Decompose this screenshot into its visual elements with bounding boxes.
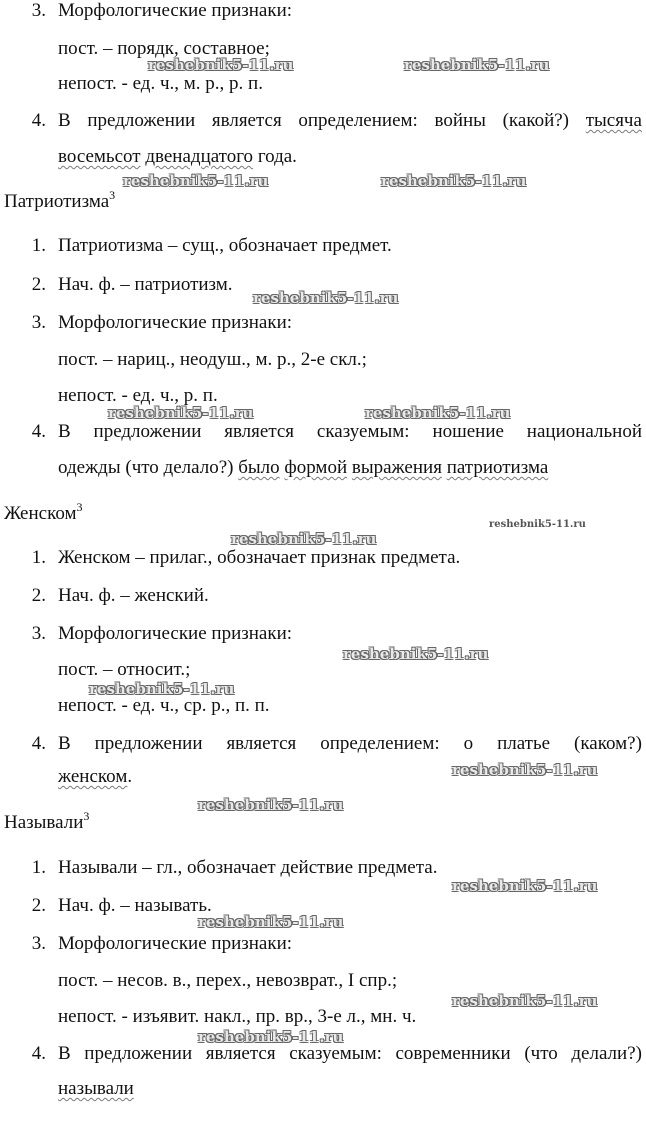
plain-text: одежды (что делало?) (58, 457, 239, 478)
footnote-mark: 3 (83, 809, 90, 823)
underlined-word: восемьсот (58, 146, 141, 167)
list-number: 3. (31, 312, 46, 333)
variable-features: непост. - ед. ч., м. р., р. п. (58, 73, 263, 94)
list-item-text-cont (58, 457, 548, 479)
section-heading (4, 500, 83, 525)
word: определением: (298, 110, 418, 131)
list-number: 1. (31, 857, 46, 878)
underlined-word: женском (58, 766, 128, 787)
word: (какой?) (502, 110, 570, 131)
list-number: 3. (31, 0, 46, 21)
word: года. (257, 146, 297, 167)
list-item-text: Называли – гл., обозначает действие предмета. (58, 857, 438, 878)
footnote-mark: 3 (76, 500, 83, 514)
list-item-text: Патриотизма – сущ., обозначает предмет. (58, 235, 392, 256)
word: предложении (93, 421, 202, 442)
variable-features: непост. - изъявит. накл., пр. вр., 3-е л., мн. ч. (58, 1006, 417, 1027)
underlined-word: формой (284, 457, 348, 478)
underlined-word: выражения (351, 457, 442, 478)
watermark: reshebnik5-11.ru (365, 404, 511, 422)
section-heading (4, 188, 116, 213)
word: является (224, 421, 295, 442)
word: является (211, 110, 282, 131)
watermark: reshebnik5-11.ru (381, 172, 527, 190)
heading-text: Называли (4, 812, 84, 833)
word: определением: (320, 733, 440, 754)
list-number: 4. (31, 733, 46, 754)
word: делали?) (571, 1043, 642, 1064)
section-heading (4, 809, 90, 834)
watermark: reshebnik5-11.ru (148, 56, 294, 74)
watermark: reshebnik5-11.ru (452, 877, 598, 895)
word: платье (497, 733, 551, 754)
list-item-text: Нач. ф. – патриотизм. (58, 274, 233, 295)
constant-features: пост. – нариц., неодуш., м. р., 2-е скл.; (58, 349, 367, 370)
list-item-text (58, 421, 642, 443)
underlined-word: патриотизма (446, 457, 549, 478)
word: предложении (94, 733, 203, 754)
list-item-text: Нач. ф. – называть. (58, 895, 212, 916)
list-item-text (58, 733, 642, 755)
watermark: reshebnik5-11.ru (198, 796, 344, 814)
underlined-word: тысяча (585, 110, 642, 131)
list-number: 4. (31, 1043, 46, 1064)
word: предложении (84, 1043, 193, 1064)
list-number: 2. (31, 895, 46, 916)
list-item-text: Женском – прилаг., обозначает признак предмета. (58, 547, 461, 568)
list-number: 3. (31, 623, 46, 644)
list-number: 1. (31, 547, 46, 568)
heading-text: Патриотизма (4, 191, 110, 212)
word: В (58, 1043, 71, 1064)
word: сказуемым: (316, 421, 410, 442)
list-item-text (58, 110, 642, 132)
constant-features: пост. – относит.; (58, 659, 191, 680)
constant-features: пост. – несов. в., перех., невозврат., I спр.; (58, 970, 398, 991)
word: предложении (87, 110, 196, 131)
watermark: reshebnik5-11.ru (343, 645, 489, 663)
watermark: reshebnik5-11.ru (452, 992, 598, 1010)
underlined-word: было (238, 457, 280, 478)
underlined-word: двенадцатого (145, 146, 254, 167)
list-item-text: Морфологические признаки: (58, 0, 293, 21)
list-item-text-cont (58, 766, 132, 788)
word: современники (395, 1043, 511, 1064)
footnote-mark: 3 (109, 188, 116, 202)
list-number: 2. (31, 585, 46, 606)
word: В (58, 733, 71, 754)
watermark: reshebnik5-11.ru (231, 530, 377, 548)
watermark: reshebnik5-11.ru (108, 404, 254, 422)
watermark: reshebnik5-11.ru (404, 56, 550, 74)
word: является (226, 733, 297, 754)
list-item-text: Морфологические признаки: (58, 623, 293, 644)
watermark: reshebnik5-11.ru (253, 289, 399, 307)
word: ношение (432, 421, 504, 442)
variable-features: непост. - ед. ч., ср. р., п. п. (58, 695, 270, 716)
list-item-text: Нач. ф. – женский. (58, 585, 209, 606)
list-number: 4. (31, 110, 46, 131)
list-item-text-cont (58, 146, 297, 168)
list-number: 1. (31, 235, 46, 256)
watermark: reshebnik5-11.ru (198, 1028, 344, 1046)
word: В (58, 421, 71, 442)
list-item-text-cont (58, 1078, 134, 1100)
watermark: reshebnik5-11.ru (123, 172, 269, 190)
word: В (58, 110, 71, 131)
underlined-word: называли (58, 1078, 134, 1099)
word: войны (434, 110, 486, 131)
word: (что (524, 1043, 558, 1064)
list-item-text: Морфологические признаки: (58, 933, 293, 954)
watermark: reshebnik5-11.ru (489, 519, 586, 530)
word: (каком?) (574, 733, 642, 754)
constant-features: пост. – порядк, составное; (58, 38, 270, 59)
watermark: reshebnik5-11.ru (452, 761, 598, 779)
watermark: reshebnik5-11.ru (89, 680, 235, 698)
list-number: 4. (31, 421, 46, 442)
heading-text: Женском (4, 503, 77, 524)
word: о (463, 733, 474, 754)
variable-features: непост. - ед. ч., р. п. (58, 385, 218, 406)
watermark: reshebnik5-11.ru (198, 913, 344, 931)
word: сказуемым: (289, 1043, 382, 1064)
list-item-text: Морфологические признаки: (58, 312, 293, 333)
plain-text: . (127, 766, 133, 787)
word: является (205, 1043, 276, 1064)
word: национальной (526, 421, 642, 442)
list-number: 3. (31, 933, 46, 954)
list-item-text (58, 1043, 642, 1065)
list-number: 2. (31, 274, 46, 295)
